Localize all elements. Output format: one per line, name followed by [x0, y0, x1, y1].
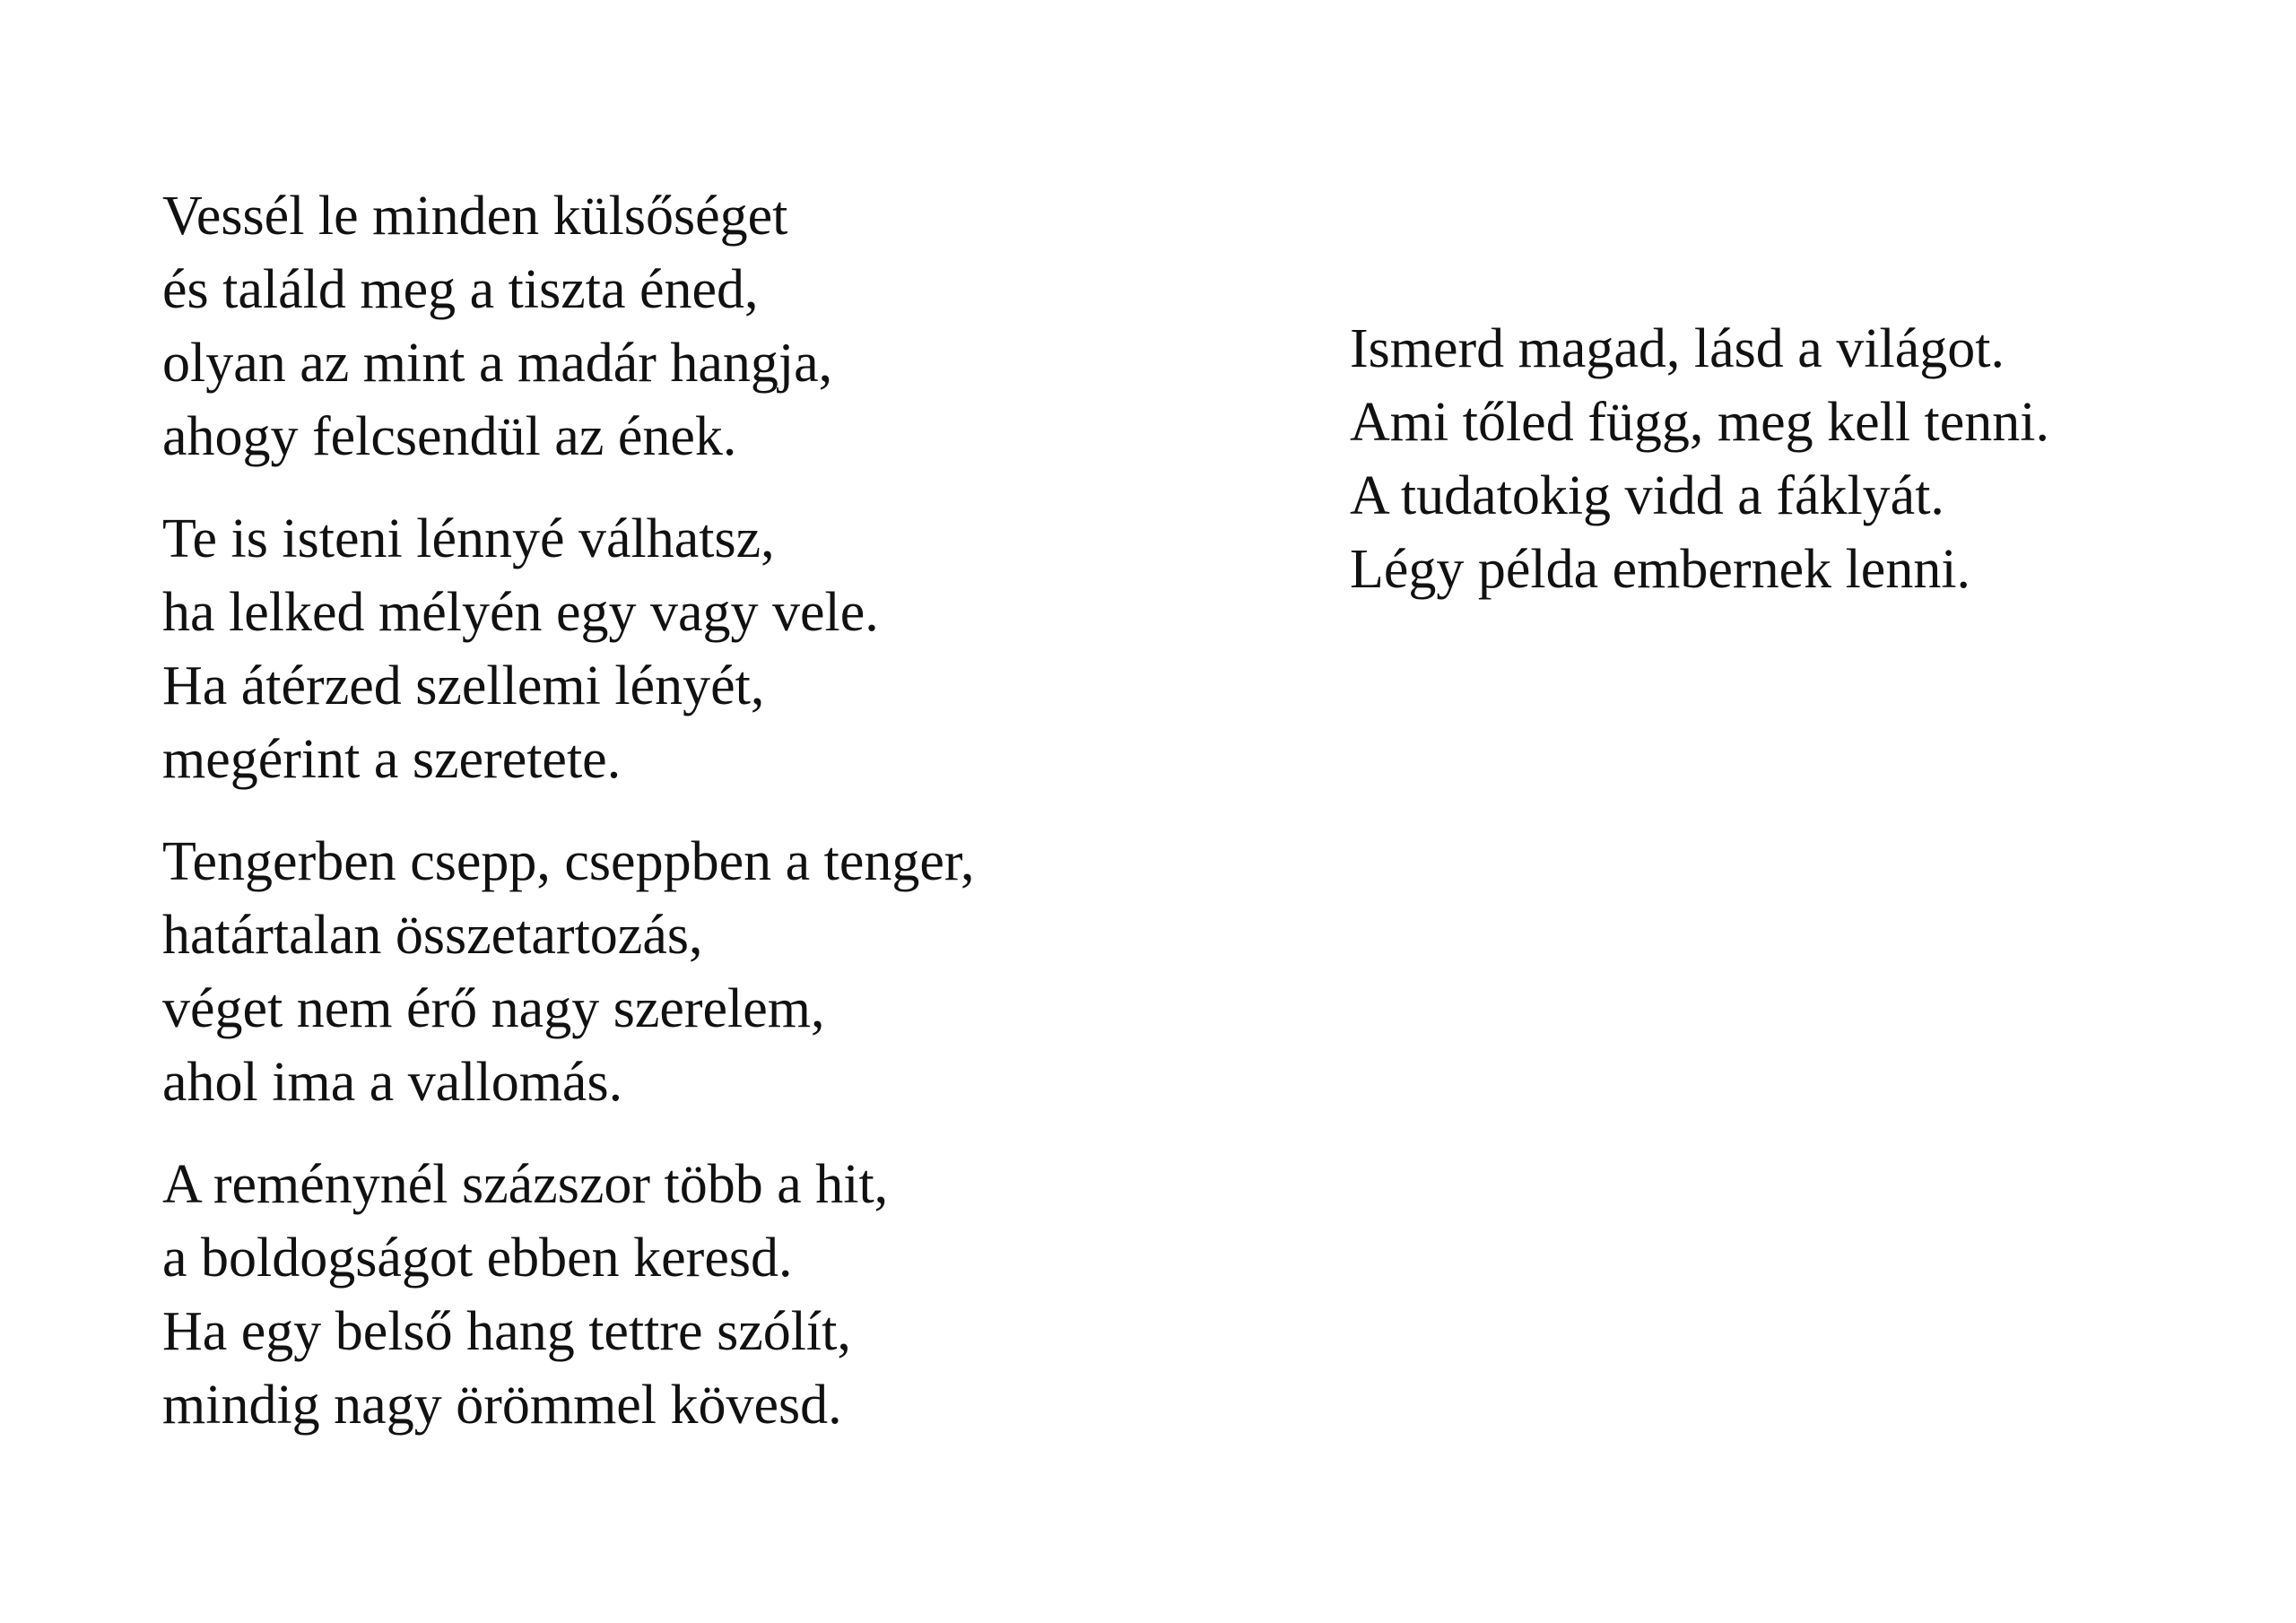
poem-line: Te is isteni lénnyé válhatsz,: [162, 508, 775, 569]
poem-line: Tengerben csepp, cseppben a tenger,: [162, 831, 975, 892]
stanza-4: [162, 1148, 1194, 1442]
poem-line: a boldogságot ebben keresd.: [162, 1228, 793, 1289]
poem-line: A reménynél százszor több a hit,: [162, 1154, 889, 1215]
poem-line: határtalan összetartozás,: [162, 905, 703, 966]
poem-line: Ha egy belső hang tettre szólít,: [162, 1301, 851, 1362]
poem-line: Ami tőled függ, meg kell tenni.: [1350, 392, 2050, 453]
poem-line: és találd meg a tiszta éned,: [162, 259, 759, 320]
poem-line: megérint a szeretete.: [162, 729, 622, 790]
poem-line: Ismerd magad, lásd a világot.: [1350, 318, 2005, 379]
stanza-3: [162, 825, 1194, 1119]
poem-left-column: [162, 179, 1194, 1442]
poem-line: véget nem érő nagy szerelem,: [162, 978, 825, 1039]
poem-line: ha lelked mélyén egy vagy vele.: [162, 582, 879, 643]
stanza-1: [162, 179, 1194, 473]
stanza-5: [1350, 312, 2247, 606]
poem-line: Vessél le minden külsőséget: [162, 186, 788, 247]
poem-right-column: [1350, 312, 2247, 606]
poem-line: ahol ima a vallomás.: [162, 1052, 623, 1113]
poem-line: Légy példa embernek lenni.: [1350, 539, 1971, 600]
stanza-2: [162, 502, 1194, 796]
poem-line: mindig nagy örömmel kövesd.: [162, 1375, 842, 1436]
poem-line: olyan az mint a madár hangja,: [162, 333, 833, 394]
poem-line: A tudatokig vidd a fáklyát.: [1350, 465, 1944, 526]
poem-line: Ha átérzed szellemi lényét,: [162, 655, 765, 716]
poem-line: ahogy felcsendül az ének.: [162, 406, 737, 467]
